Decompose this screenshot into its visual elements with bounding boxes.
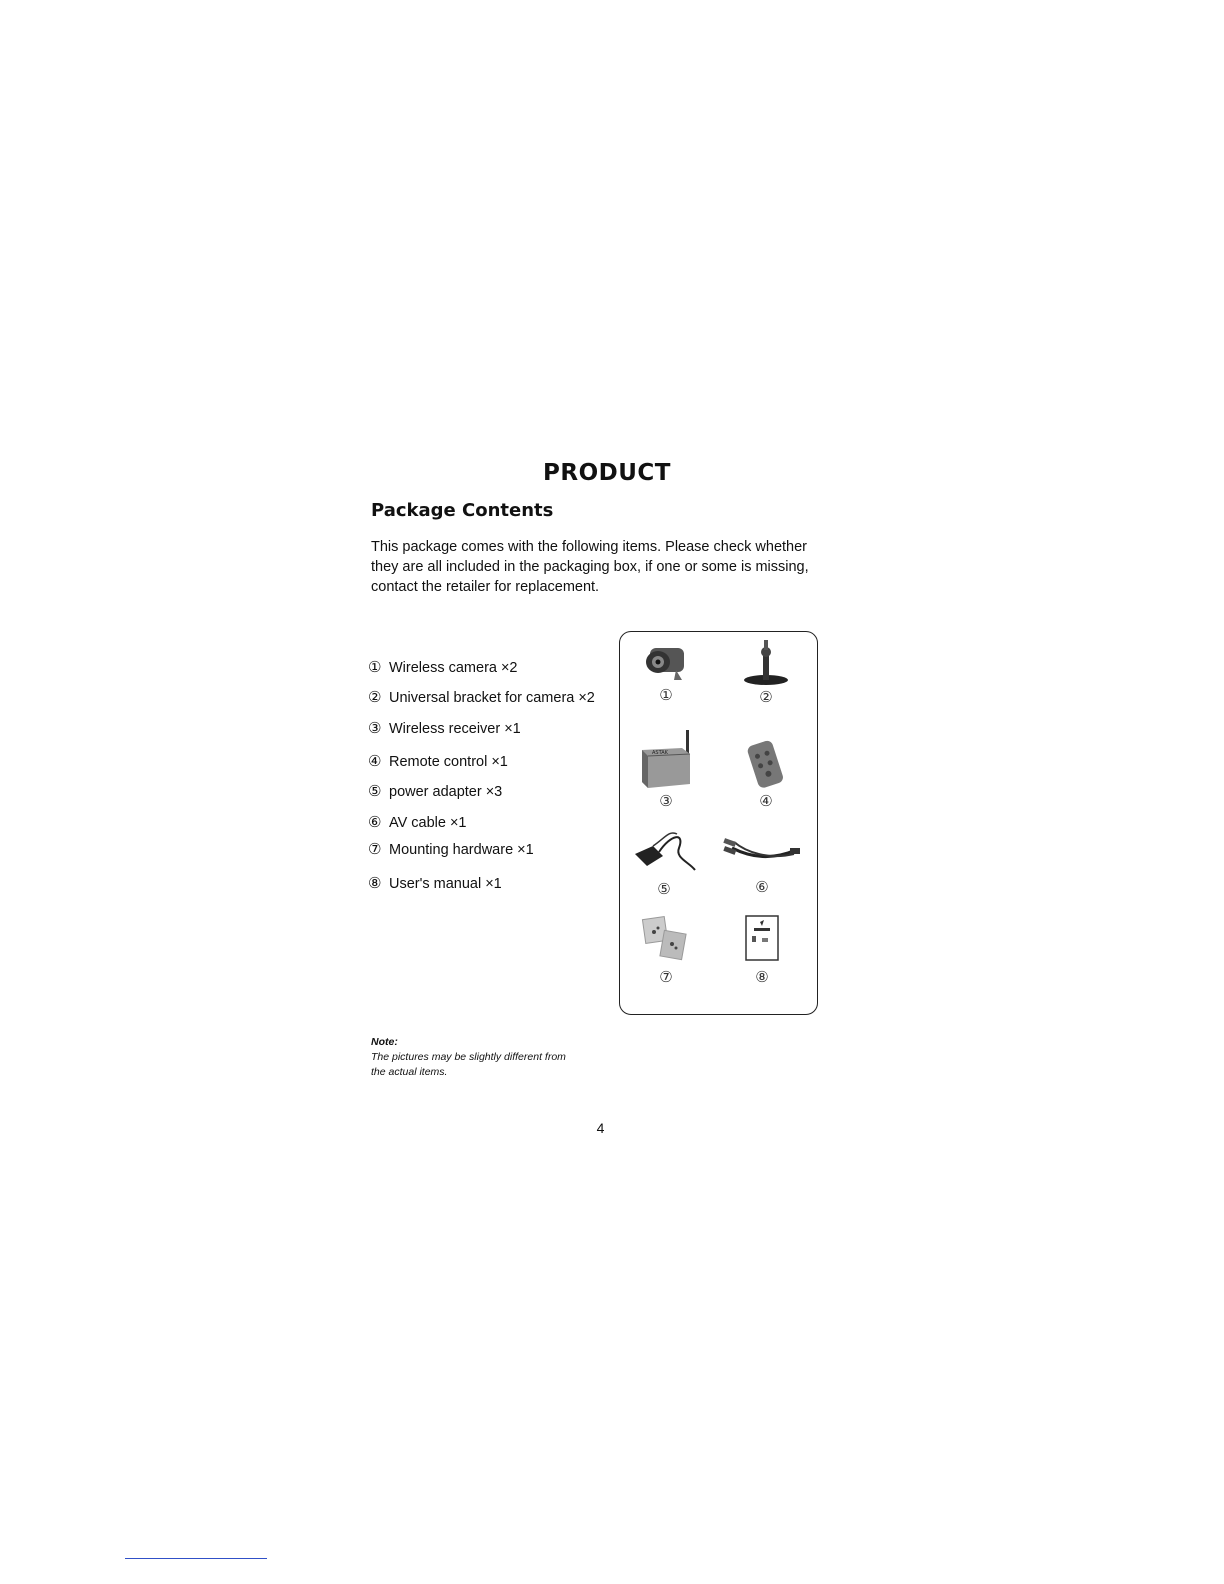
item-number: ⑤ [368,782,382,800]
section-heading: Package Contents [371,500,554,521]
picture-caption: ① [659,686,673,704]
item-quantity: ×1 [504,721,521,737]
item-quantity: ×2 [578,690,595,706]
picture-cell [726,638,806,706]
hardware-bags-icon [636,914,696,966]
item-label: Mounting hardware [389,842,514,858]
manual-icon [732,914,792,966]
footer-rule [125,1558,267,1559]
item-label: Remote control [389,754,488,770]
item-quantity: ×1 [491,754,508,770]
picture-caption: ③ [659,792,673,810]
item-number: ① [368,658,382,676]
receiver-icon [634,728,698,790]
picture-caption: ② [759,688,773,706]
item-quantity: ×1 [449,815,467,831]
item-label: User's manual [389,876,482,892]
list-item [368,874,502,892]
camera-icon [636,642,696,684]
list-item [368,752,508,770]
picture-cell [722,832,802,896]
intro-line: contact the retailer for replacement. [371,579,600,595]
picture-cell [726,736,806,810]
item-quantity: ×1 [517,842,534,858]
av-cable-icon [722,832,802,876]
power-adapter-icon [629,828,699,878]
note-title: Note: [371,1036,398,1048]
picture-cell [624,828,704,898]
list-item [368,658,518,676]
picture-caption: ⑧ [755,968,769,986]
pictures-panel [619,631,818,1015]
picture-caption: ④ [759,792,773,810]
list-item [368,813,467,831]
intro-paragraph [371,537,831,597]
note-line: The pictures may be slightly different from [371,1051,566,1063]
item-label: Wireless camera [389,660,497,676]
item-number: ⑧ [368,874,382,892]
item-label: power adapter [389,784,482,800]
picture-cell [722,914,802,986]
item-number: ③ [368,719,382,737]
picture-caption: ⑦ [659,968,673,986]
picture-cell [626,914,706,986]
list-item [368,782,502,800]
note-line: the actual items. [371,1066,448,1078]
item-number: ⑥ [368,813,382,831]
picture-cell [626,642,706,704]
item-number: ② [368,688,382,706]
page-number: 4 [596,1120,605,1136]
item-quantity: ×1 [485,876,502,892]
page-title: PRODUCT [543,460,671,486]
item-number: ④ [368,752,382,770]
bracket-icon [736,638,796,686]
intro-line: This package comes with the following items. Please check whether [371,539,808,555]
receiver-brand: ASTAK [652,750,668,756]
intro-line: they are all included in the packaging box, if one or some is missing, [371,559,809,575]
item-quantity: ×2 [500,660,518,676]
item-number: ⑦ [368,840,382,858]
list-item [368,840,534,858]
picture-cell [626,728,706,810]
item-label: Wireless receiver [389,721,501,737]
list-item [368,719,521,737]
remote-icon [736,736,796,790]
item-label: AV cable [389,815,446,831]
item-label: Universal bracket for camera [389,690,575,706]
note [371,1035,566,1080]
list-item [368,688,595,706]
picture-caption: ⑥ [755,878,769,896]
item-quantity: ×3 [485,784,503,800]
picture-caption: ⑤ [657,880,671,898]
